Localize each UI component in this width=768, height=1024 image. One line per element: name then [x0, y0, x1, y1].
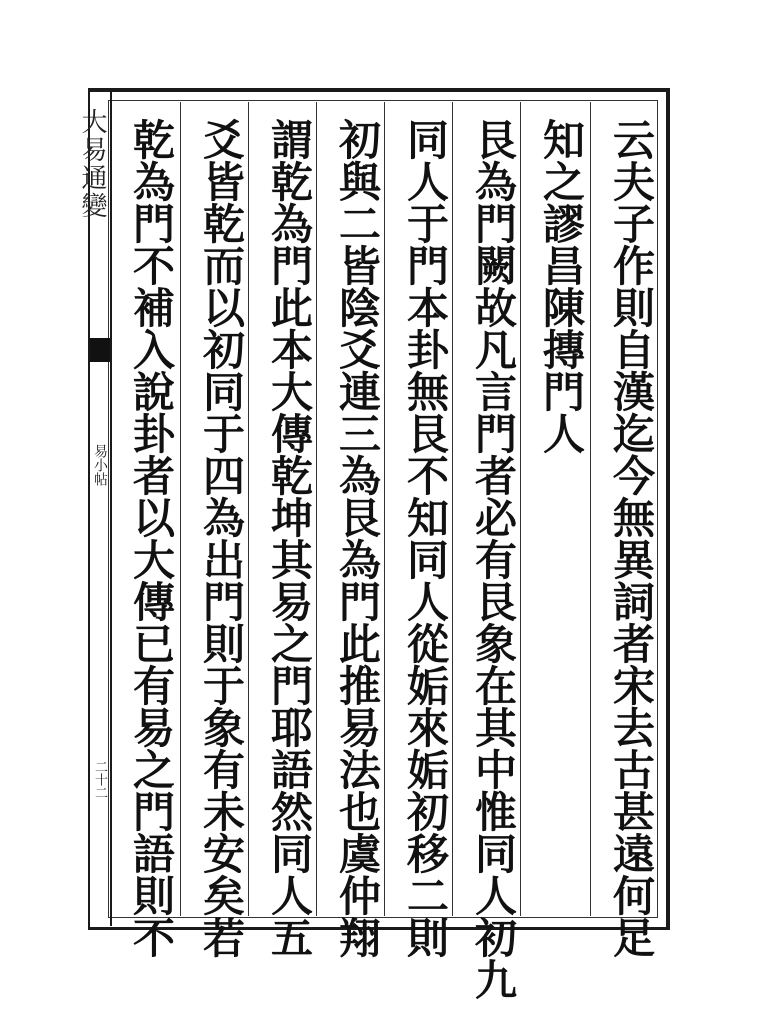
column-rule	[180, 102, 181, 916]
margin-page-number: 二十二	[92, 760, 107, 799]
column-rule	[384, 102, 385, 916]
column-rule	[590, 102, 591, 916]
text-column-3: 艮為門闕故凡言門者必有艮象在其中惟同人初九	[469, 118, 518, 1000]
text-column-6: 謂乾為門此本大傳乾坤其易之門耶語然同人五	[265, 118, 314, 958]
text-column-7: 爻皆乾而以初同于四為出門則于象有未安矣若	[197, 118, 246, 958]
column-rule	[452, 102, 453, 916]
column-rule	[520, 102, 521, 916]
margin-subtitle: 易小帖	[92, 444, 108, 486]
margin-title: 大易通變	[77, 108, 107, 220]
fish-tail-line	[90, 360, 110, 362]
text-column-8: 乾為門不補入說卦者以大傳已有易之門語則不	[127, 118, 176, 958]
column-rule	[316, 102, 317, 916]
fish-tail-mark	[90, 338, 110, 360]
text-column-1: 云夫子作則自漢迄今無異詞者宋去古甚遠何足	[607, 118, 656, 958]
text-column-5: 初與二皆陰爻連三為艮為門此推易法也虞仲翔	[333, 118, 382, 958]
text-column-2: 知之謬昌陳摶門人	[537, 118, 586, 454]
column-rule	[248, 102, 249, 916]
text-column-4: 同人于門本卦無艮不知同人從姤來姤初移二則	[401, 118, 450, 958]
